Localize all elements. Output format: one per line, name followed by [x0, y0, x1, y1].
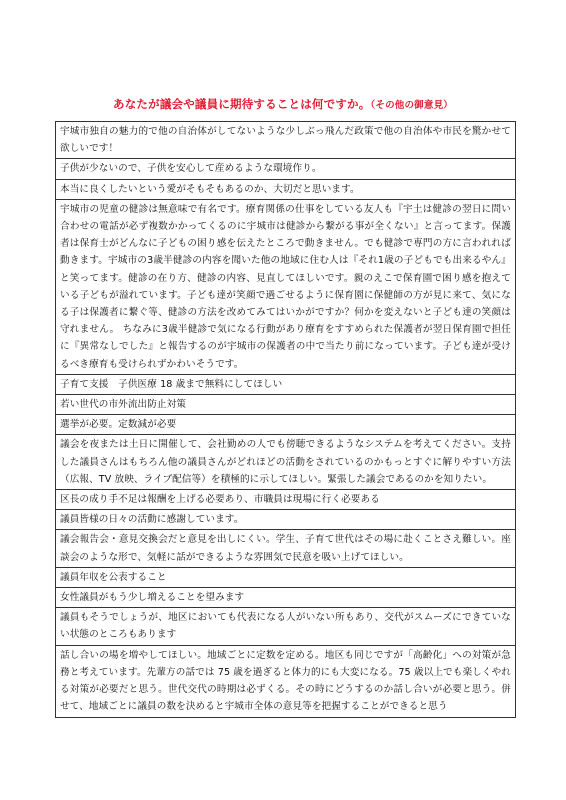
table-row: 子供が少ないので、子供を安心して産めるような環境作り。	[55, 159, 516, 179]
page-title	[0, 96, 566, 112]
table-row: 若い世代の市外流出防止対策	[55, 395, 516, 415]
table-row: 子育て支援 子供医療 18 歳まで無料にしてほしい	[55, 375, 516, 395]
title-suffix: （その他の御意見）	[370, 100, 453, 111]
table-row: 本当に良くしたいという愛がそもそもあるのか、大切だと思います。	[55, 180, 516, 200]
table-row: 区長の成り手不足は報酬を上げる必要あり、市職員は現場に行く必要ある	[55, 490, 516, 510]
table-row: 議会報告会・意見交換会だと意見を出しにくい。学生、子育て世代はその場に赴くことさえ難しい。座談会のような形で、気軽に話ができるような雰囲気で民意を吸い上げてほしい。	[55, 530, 516, 567]
table-row: 宇城市の児童の健診は無意味で有名です。療育関係の仕事をしている友人も『宇土は健診の翌日に問い合わせの電話が必ず複数かかってくるのに宇城市は健診から繋がる事が全くない』と言ってます。保護者は保育士がどんなに子どもの困り感を伝えたところで動きません。でも健診で専門の方に言われれば動きます。宇城市の3歳半健診の内容を聞いた他の地域に住む人は『それ1歳の子どもでも出来るやん』と笑ってます。健診の在り方、健診の内容、見直してほしいです。親のえこで保育園で困り感を抱えている子どもが溢れています。子ども達が笑顔で過ごせるように保育園に保健師の方が見に来て、気になる子は保護者に繋ぐ等、健診の方法を改めてみてはいかがですか？何かを変えないと子ども達の笑顔は守れません。 ちなみに3歳半健診で気になる行動があり療育をすすめられた保護者が翌日保育園で担任に『異常なしでした』と報告するのが宇城市の保護者の中で当たり前になっています。子ども達が受けるべき療育も受けられずかわいそうです。	[55, 200, 516, 375]
table-row: 選挙が必要。定数減が必要	[55, 415, 516, 435]
table-row: 議員もそうでしょうが、地区においても代表になる人がいない所もあり、交代がスムーズにできていない状態のところもあります	[55, 608, 516, 645]
table-row: 宇城市独自の魅力的で他の自治体がしてないような少しぶっ飛んだ政策で他の自治体や市民を驚かせて欲しいです！	[55, 122, 516, 159]
title-text: あなたが議会や議員に期待することは何ですか。	[113, 97, 371, 111]
table-row: 女性議員がもう少し増えることを望みます	[55, 588, 516, 608]
table-row: 議会を夜または土日に開催して、会社勤めの人でも傍聴できるようなシステムを考えてください。支持した議員さんはもちろん他の議員さんがどれほどの活動をされているのかもっとすぐに解りやすい方法（広報、TV 放映、ライブ配信等）を積極的に示してほしい。緊張した議会であるのかを知りたい。	[55, 435, 516, 490]
table-row: 話し合いの場を増やしてほしい。地域ごとに定数を定める。地区も同じですが「高齢化」への対策が急務と考えています。先輩方の話では 75 歳を過ぎると体力的にも大変になる。75 歳以上でも楽しくやれる対策が必要だと思う。世代交代の時期は必ずくる。その時にどうするのか話し合いが必要と思う。併せて、地域ごとに議員の数を決めると宇城市全体の意見等を把握することができると思う	[55, 646, 516, 718]
opinion-table	[55, 121, 516, 718]
table-row: 議員皆様の日々の活動に感謝しています。	[55, 510, 516, 530]
table-row: 議員年収を公表すること	[55, 568, 516, 588]
